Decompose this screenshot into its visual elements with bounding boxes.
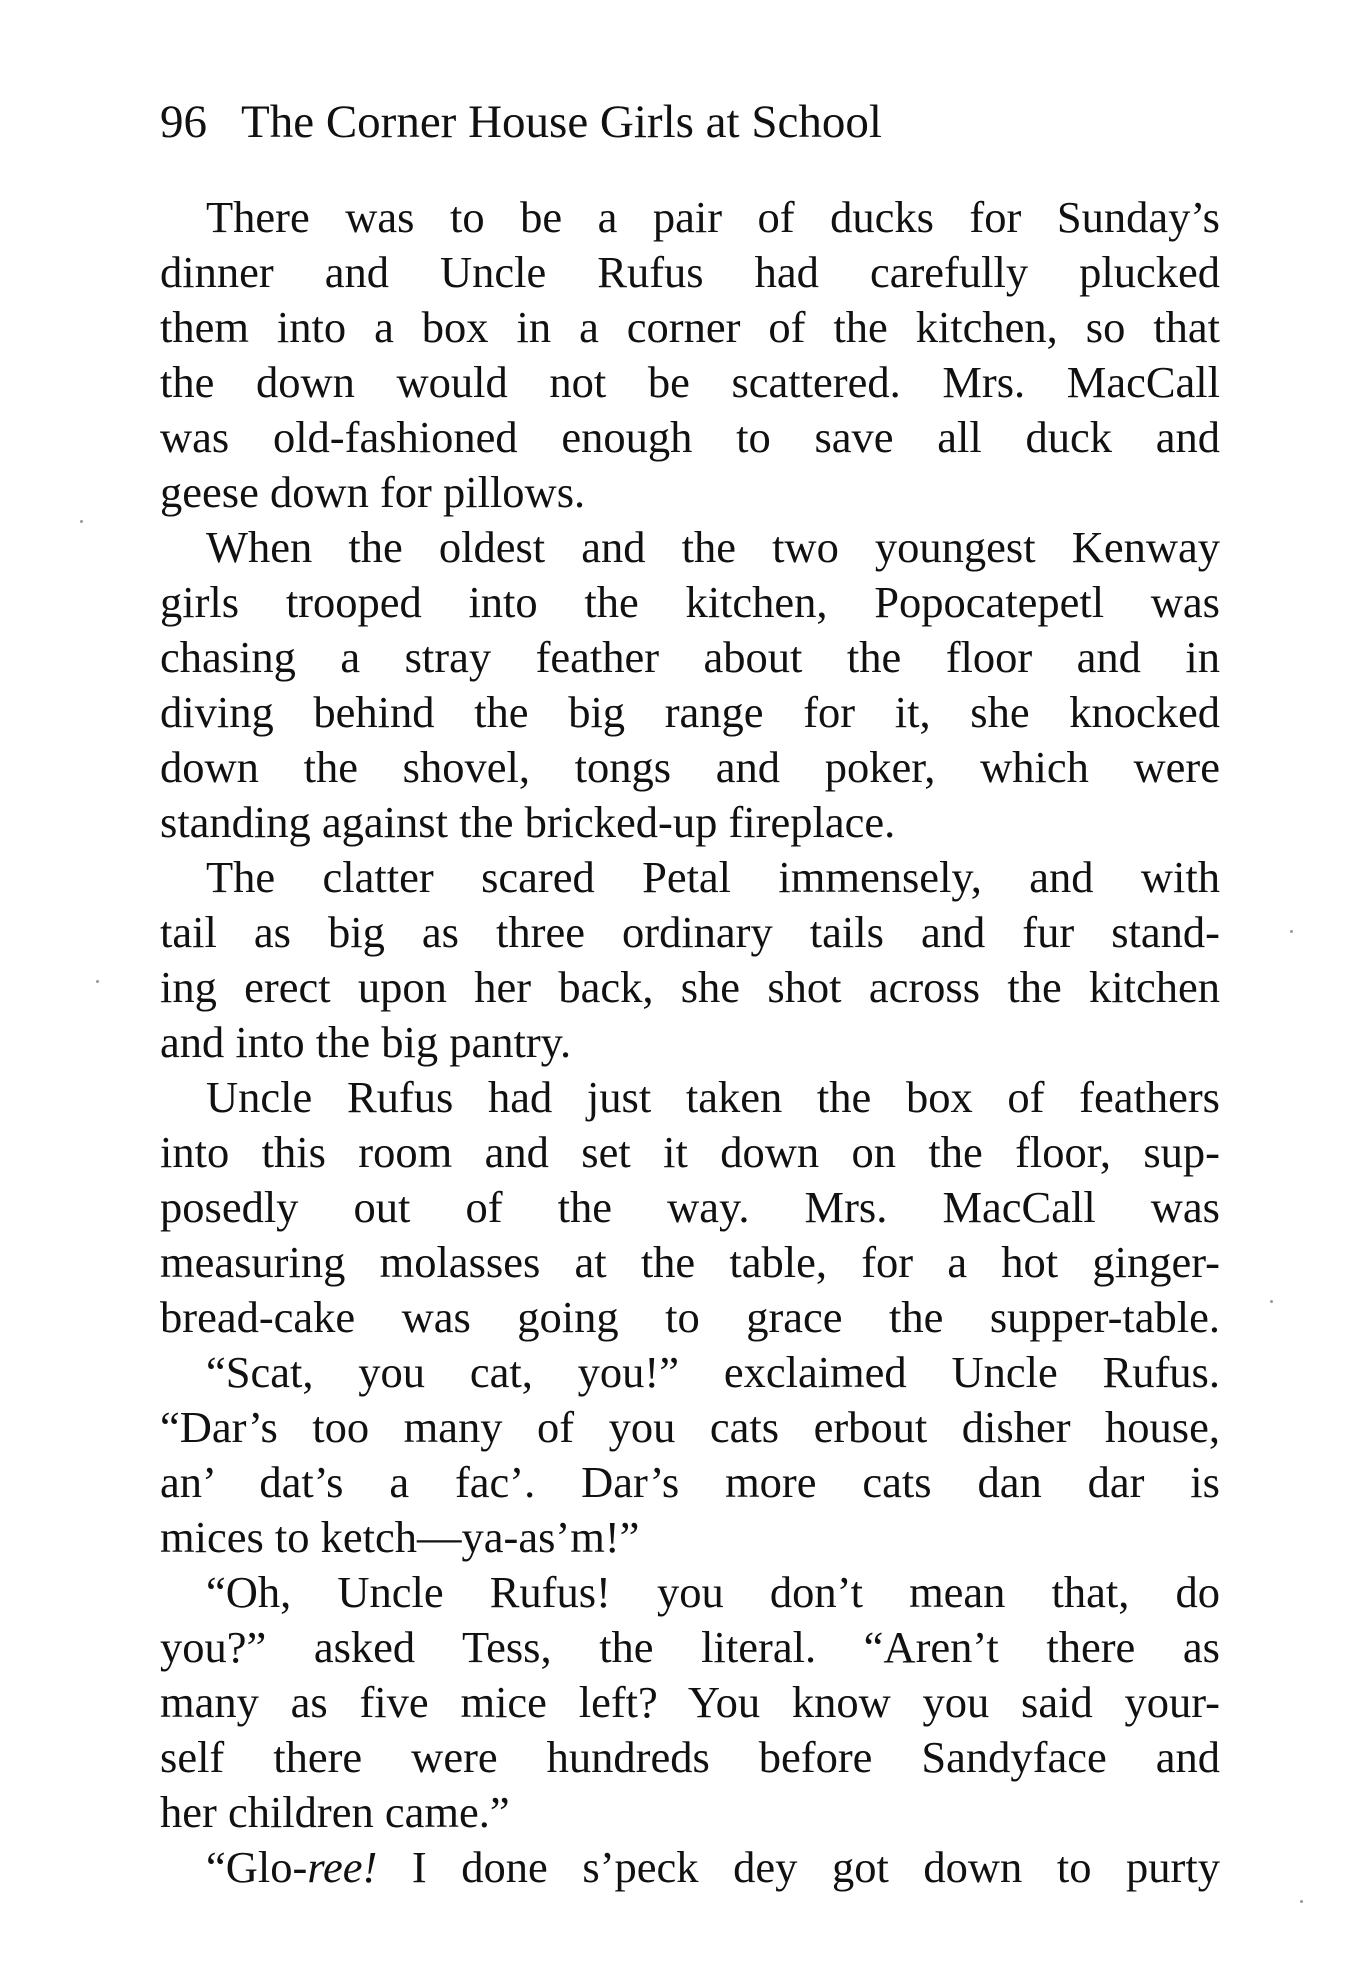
text-line: down the shovel, tongs and poker, which were: [160, 742, 1220, 792]
paper-speck: [1270, 1300, 1273, 1303]
running-title: The Corner House Girls at School: [241, 96, 882, 148]
paper-speck: [1290, 930, 1293, 933]
text-line: ing erect upon her back, she shot across the kitchen: [160, 962, 1220, 1012]
text-line: girls trooped into the kitchen, Popocatepetl was: [160, 577, 1220, 627]
text-line: measuring molasses at the table, for a hot ginger-: [160, 1237, 1220, 1287]
paper-speck: [96, 980, 99, 983]
text-line: the down would not be scattered. Mrs. MacCall: [160, 357, 1220, 407]
text-line: Uncle Rufus had just taken the box of feathers: [206, 1072, 1220, 1122]
text-line: The clatter scared Petal immensely, and with: [206, 852, 1220, 902]
text-line: them into a box in a corner of the kitchen, so that: [160, 302, 1220, 352]
paper-speck: [1300, 1900, 1303, 1903]
text-line: When the oldest and the two youngest Kenway: [206, 522, 1220, 572]
body-text: [160, 190, 1220, 1895]
text-line: dinner and Uncle Rufus had carefully plucked: [160, 247, 1220, 297]
text-line: tail as big as three ordinary tails and fur stand-: [160, 907, 1220, 957]
text-line: many as five mice left? You know you said your-: [160, 1677, 1220, 1727]
text-line: “Scat, you cat, you!” exclaimed Uncle Rufus.: [206, 1347, 1220, 1397]
text-line: “Oh, Uncle Rufus! you don’t mean that, do: [206, 1567, 1220, 1617]
text-line: self there were hundreds before Sandyface and: [160, 1732, 1220, 1782]
text-line: chasing a stray feather about the floor and in: [160, 632, 1220, 682]
text-line: posedly out of the way. Mrs. MacCall was: [160, 1182, 1220, 1232]
text-line: “Dar’s too many of you cats erbout disher house,: [160, 1402, 1220, 1452]
text-line: bread-cake was going to grace the supper-table.: [160, 1292, 1220, 1342]
page-number: 96: [160, 96, 207, 148]
text-line: was old-fashioned enough to save all duck and: [160, 412, 1220, 462]
running-head: [160, 92, 1120, 152]
text-line: her children came.”: [160, 1787, 510, 1837]
text-line: geese down for pillows.: [160, 467, 586, 517]
text-line: diving behind the big range for it, she knocked: [160, 687, 1220, 737]
text-line: an’ dat’s a fac’. Dar’s more cats dan dar is: [160, 1457, 1220, 1507]
text-line: “Glo-ree! I done s’peck dey got down to purty: [206, 1842, 1220, 1892]
text-line: There was to be a pair of ducks for Sunday’s: [206, 192, 1220, 242]
paper-speck: [80, 520, 83, 523]
text-line: standing against the bricked-up fireplace.: [160, 797, 896, 847]
text-line: mices to ketch—ya-as’m!”: [160, 1512, 640, 1562]
text-line: and into the big pantry.: [160, 1017, 572, 1067]
text-line: you?” asked Tess, the literal. “Aren’t there as: [160, 1622, 1220, 1672]
text-line: into this room and set it down on the floor, sup-: [160, 1127, 1220, 1177]
